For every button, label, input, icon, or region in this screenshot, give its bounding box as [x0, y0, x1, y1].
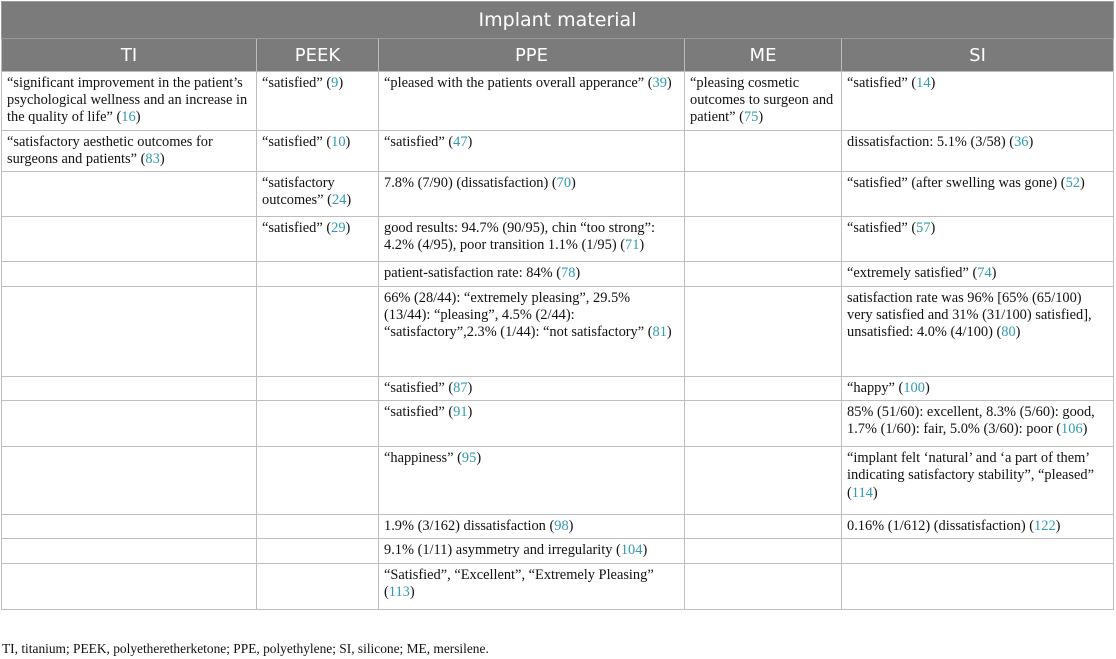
cell-peek	[257, 262, 379, 287]
reference-link[interactable]: 36	[1014, 133, 1029, 150]
cell-ppe: “satisfied” (87)	[379, 377, 685, 401]
cell-text: “extremely satisfied”	[847, 265, 969, 282]
table-row	[2, 447, 1114, 515]
reference-link[interactable]: 24	[331, 192, 347, 209]
cell-ppe: “satisfied” (91)	[379, 401, 685, 447]
cell-text: “pleased with the patients overall apperance”	[384, 75, 645, 91]
cell-si: satisfaction rate was 96% [65% (65/100) very satisfied and 31% (31/100) satisfied], unsatisfied: 4.0% (4/100) (80)	[842, 287, 1114, 377]
cell-si: 85% (51/60): excellent, 8.3% (5/60): good, 1.7% (1/60): fair, 5.0% (3/60): poor (106)	[842, 401, 1114, 447]
cell-text: “Satisfied”, “Excellent”, “Extremely Pleasing”	[384, 566, 654, 583]
cell-text: “satisfied”	[384, 133, 445, 150]
reference-link[interactable]: 91	[453, 404, 468, 421]
cell-ppe: “pleased with the patients overall apperance” (39)	[379, 72, 685, 131]
cell-text: “satisfied”	[384, 404, 445, 421]
cell-peek	[257, 401, 379, 447]
reference-link[interactable]: 57	[916, 220, 931, 237]
column-header-ti: TI	[2, 39, 257, 72]
cell-me	[685, 130, 842, 171]
cell-si: “happy” (100)	[842, 377, 1114, 401]
table-row	[2, 130, 1114, 171]
cell-text: 66% (28/44): “extremely pleasing”, 29.5% (13/44): “pleasing”, 4.5% (2/44): “satisfactory”,2.3% (1/44): “not satisfactory”	[384, 290, 645, 341]
reference-link[interactable]: 78	[561, 265, 576, 282]
cell-me: “pleasing cosmetic outcomes to surgeon and patient” (75)	[685, 72, 842, 131]
table-row	[2, 287, 1114, 377]
cell-text: “happy”	[847, 380, 895, 397]
results-table-container	[1, 1, 1113, 610]
cell-si: “satisfied” (14)	[842, 72, 1114, 131]
cell-text: “satisfied”	[384, 380, 445, 397]
cell-text: “implant felt ‘natural’ and ‘a part of them’ indicating satisfactory stability”, “pleased”	[847, 450, 1094, 484]
table-row	[2, 515, 1114, 539]
cell-me	[685, 563, 842, 609]
cell-ppe: good results: 94.7% (90/95), chin “too strong”: 4.2% (4/95), poor transition 1.1% (1/95) (71)	[379, 217, 685, 262]
reference-link[interactable]: 95	[461, 450, 477, 467]
column-header-me: ME	[685, 39, 842, 72]
reference-link[interactable]: 16	[121, 109, 136, 126]
cell-ti	[2, 447, 257, 515]
cell-text: 0.16% (1/612) (dissatisfaction)	[847, 518, 1026, 535]
cell-ppe: 66% (28/44): “extremely pleasing”, 29.5% (13/44): “pleasing”, 4.5% (2/44): “satisfactory”,2.3% (1/44): “not satisfactory” (81)	[379, 287, 685, 377]
cell-ti	[2, 217, 257, 262]
cell-ti	[2, 401, 257, 447]
cell-si: “extremely satisfied” (74)	[842, 262, 1114, 287]
cell-me	[685, 377, 842, 401]
cell-ti	[2, 539, 257, 563]
cell-peek	[257, 377, 379, 401]
cell-ppe: “happiness” (95)	[379, 447, 685, 515]
cell-text: “satisfied”	[847, 220, 908, 237]
cell-si: dissatisfaction: 5.1% (3/58) (36)	[842, 130, 1114, 171]
cell-text: 1.9% (3/162) dissatisfaction	[384, 518, 546, 535]
reference-link[interactable]: 98	[554, 518, 569, 535]
cell-ppe: patient-satisfaction rate: 84% (78)	[379, 262, 685, 287]
cell-me	[685, 539, 842, 563]
cell-text: “significant improvement in the patient’s psychological wellness and an increase in the quality of life”	[7, 75, 248, 126]
cell-me	[685, 172, 842, 217]
cell-peek: “satisfied” (9)	[257, 72, 379, 131]
cell-peek: “satisfied” (29)	[257, 217, 379, 262]
cell-text: satisfaction rate was 96% [65% (65/100) very satisfied and 31% (31/100) satisfied], unsatisfied: 4.0% (4/100)	[847, 290, 1092, 341]
reference-link[interactable]: 106	[1061, 421, 1083, 438]
reference-link[interactable]: 122	[1034, 518, 1056, 535]
reference-link[interactable]: 114	[851, 484, 873, 501]
reference-link[interactable]: 100	[903, 380, 925, 397]
cell-ti	[2, 172, 257, 217]
cell-text: 85% (51/60): excellent, 8.3% (5/60): good, 1.7% (1/60): fair, 5.0% (3/60): poor	[847, 404, 1095, 438]
cell-text: “satisfied” (after swelling was gone)	[847, 175, 1058, 192]
cell-text: “pleasing cosmetic outcomes to surgeon and patient”	[690, 75, 834, 126]
cell-me	[685, 262, 842, 287]
table-row	[2, 262, 1114, 287]
cell-si: 0.16% (1/612) (dissatisfaction) (122)	[842, 515, 1114, 539]
reference-link[interactable]: 29	[331, 220, 346, 237]
reference-link[interactable]: 83	[145, 150, 160, 167]
column-header-si: SI	[842, 39, 1114, 72]
cell-text: “satisfied”	[262, 133, 323, 150]
cell-peek	[257, 515, 379, 539]
cell-text: patient-satisfaction rate: 84%	[384, 265, 553, 282]
table-row	[2, 72, 1114, 131]
cell-si	[842, 539, 1114, 563]
column-header-ppe: PPE	[379, 39, 685, 72]
table-body	[2, 72, 1114, 610]
cell-ppe: 9.1% (1/11) asymmetry and irregularity (104)	[379, 539, 685, 563]
reference-link[interactable]: 74	[977, 265, 992, 282]
cell-peek	[257, 287, 379, 377]
cell-text: “satisfied”	[847, 75, 908, 91]
cell-peek	[257, 563, 379, 609]
reference-link[interactable]: 52	[1065, 175, 1080, 192]
cell-me	[685, 515, 842, 539]
cell-ppe: “Satisfied”, “Excellent”, “Extremely Pleasing” (113)	[379, 563, 685, 609]
column-header-row	[2, 39, 1114, 72]
cell-si: “implant felt ‘natural’ and ‘a part of them’ indicating satisfactory stability”, “pleased” (114)	[842, 447, 1114, 515]
cell-peek	[257, 447, 379, 515]
implant-material-header: Implant material	[2, 2, 1114, 39]
reference-link[interactable]: 47	[453, 133, 468, 150]
reference-link[interactable]: 87	[453, 380, 468, 397]
reference-link[interactable]: 80	[1001, 324, 1016, 341]
reference-link[interactable]: 9	[331, 75, 339, 91]
cell-ti	[2, 563, 257, 609]
cell-peek: “satisfied” (10)	[257, 130, 379, 171]
cell-si: “satisfied” (after swelling was gone) (52)	[842, 172, 1114, 217]
reference-link[interactable]: 39	[652, 75, 667, 91]
cell-me	[685, 401, 842, 447]
cell-ppe: “satisfied” (47)	[379, 130, 685, 171]
table-row	[2, 172, 1114, 217]
cell-text: 9.1% (1/11) asymmetry and irregularity	[384, 542, 613, 559]
cell-text: “satisfactory aesthetic outcomes for surgeons and patients”	[7, 133, 213, 167]
cell-ti: “significant improvement in the patient’s psychological wellness and an increase in the quality of life” (16)	[2, 72, 257, 131]
cell-text: “satisfied”	[262, 75, 323, 91]
cell-si	[842, 563, 1114, 609]
cell-ti	[2, 287, 257, 377]
cell-si: “satisfied” (57)	[842, 217, 1114, 262]
cell-ti	[2, 515, 257, 539]
table-row	[2, 401, 1114, 447]
cell-me	[685, 447, 842, 515]
table-row	[2, 539, 1114, 563]
cell-me	[685, 217, 842, 262]
table-footnote: TI, titanium; PEEK, polyetheretherketone; PPE, polyethylene; SI, silicone; ME, mersilene.	[2, 641, 489, 656]
reference-link[interactable]: 75	[743, 109, 759, 126]
super-header-row	[2, 2, 1114, 39]
reference-link[interactable]: 10	[331, 133, 346, 150]
table-row	[2, 217, 1114, 262]
cell-text: “satisfactory outcomes”	[262, 175, 335, 209]
implant-satisfaction-table	[1, 1, 1114, 610]
reference-link[interactable]: 113	[388, 583, 410, 600]
cell-me	[685, 287, 842, 377]
cell-ppe: 7.8% (7/90) (dissatisfaction) (70)	[379, 172, 685, 217]
reference-link[interactable]: 104	[620, 542, 643, 559]
cell-text: “satisfied”	[262, 220, 323, 237]
cell-ti: “satisfactory aesthetic outcomes for surgeons and patients” (83)	[2, 130, 257, 171]
cell-text: 7.8% (7/90) (dissatisfaction)	[384, 175, 549, 192]
reference-link[interactable]: 14	[916, 75, 931, 91]
cell-ppe: 1.9% (3/162) dissatisfaction (98)	[379, 515, 685, 539]
table-row	[2, 377, 1114, 401]
cell-peek: “satisfactory outcomes” (24)	[257, 172, 379, 217]
cell-ti	[2, 377, 257, 401]
cell-text: dissatisfaction: 5.1% (3/58)	[847, 133, 1006, 150]
table-row	[2, 563, 1114, 609]
cell-ti	[2, 262, 257, 287]
cell-peek	[257, 539, 379, 563]
cell-text: “happiness”	[384, 450, 454, 467]
reference-link[interactable]: 70	[556, 175, 572, 192]
reference-link[interactable]: 81	[652, 324, 667, 341]
column-header-peek: PEEK	[257, 39, 379, 72]
cell-text: good results: 94.7% (90/95), chin “too strong”: 4.2% (4/95), poor transition 1.1% (1/95)	[384, 220, 655, 254]
reference-link[interactable]: 71	[625, 237, 640, 254]
table-header	[2, 2, 1114, 72]
